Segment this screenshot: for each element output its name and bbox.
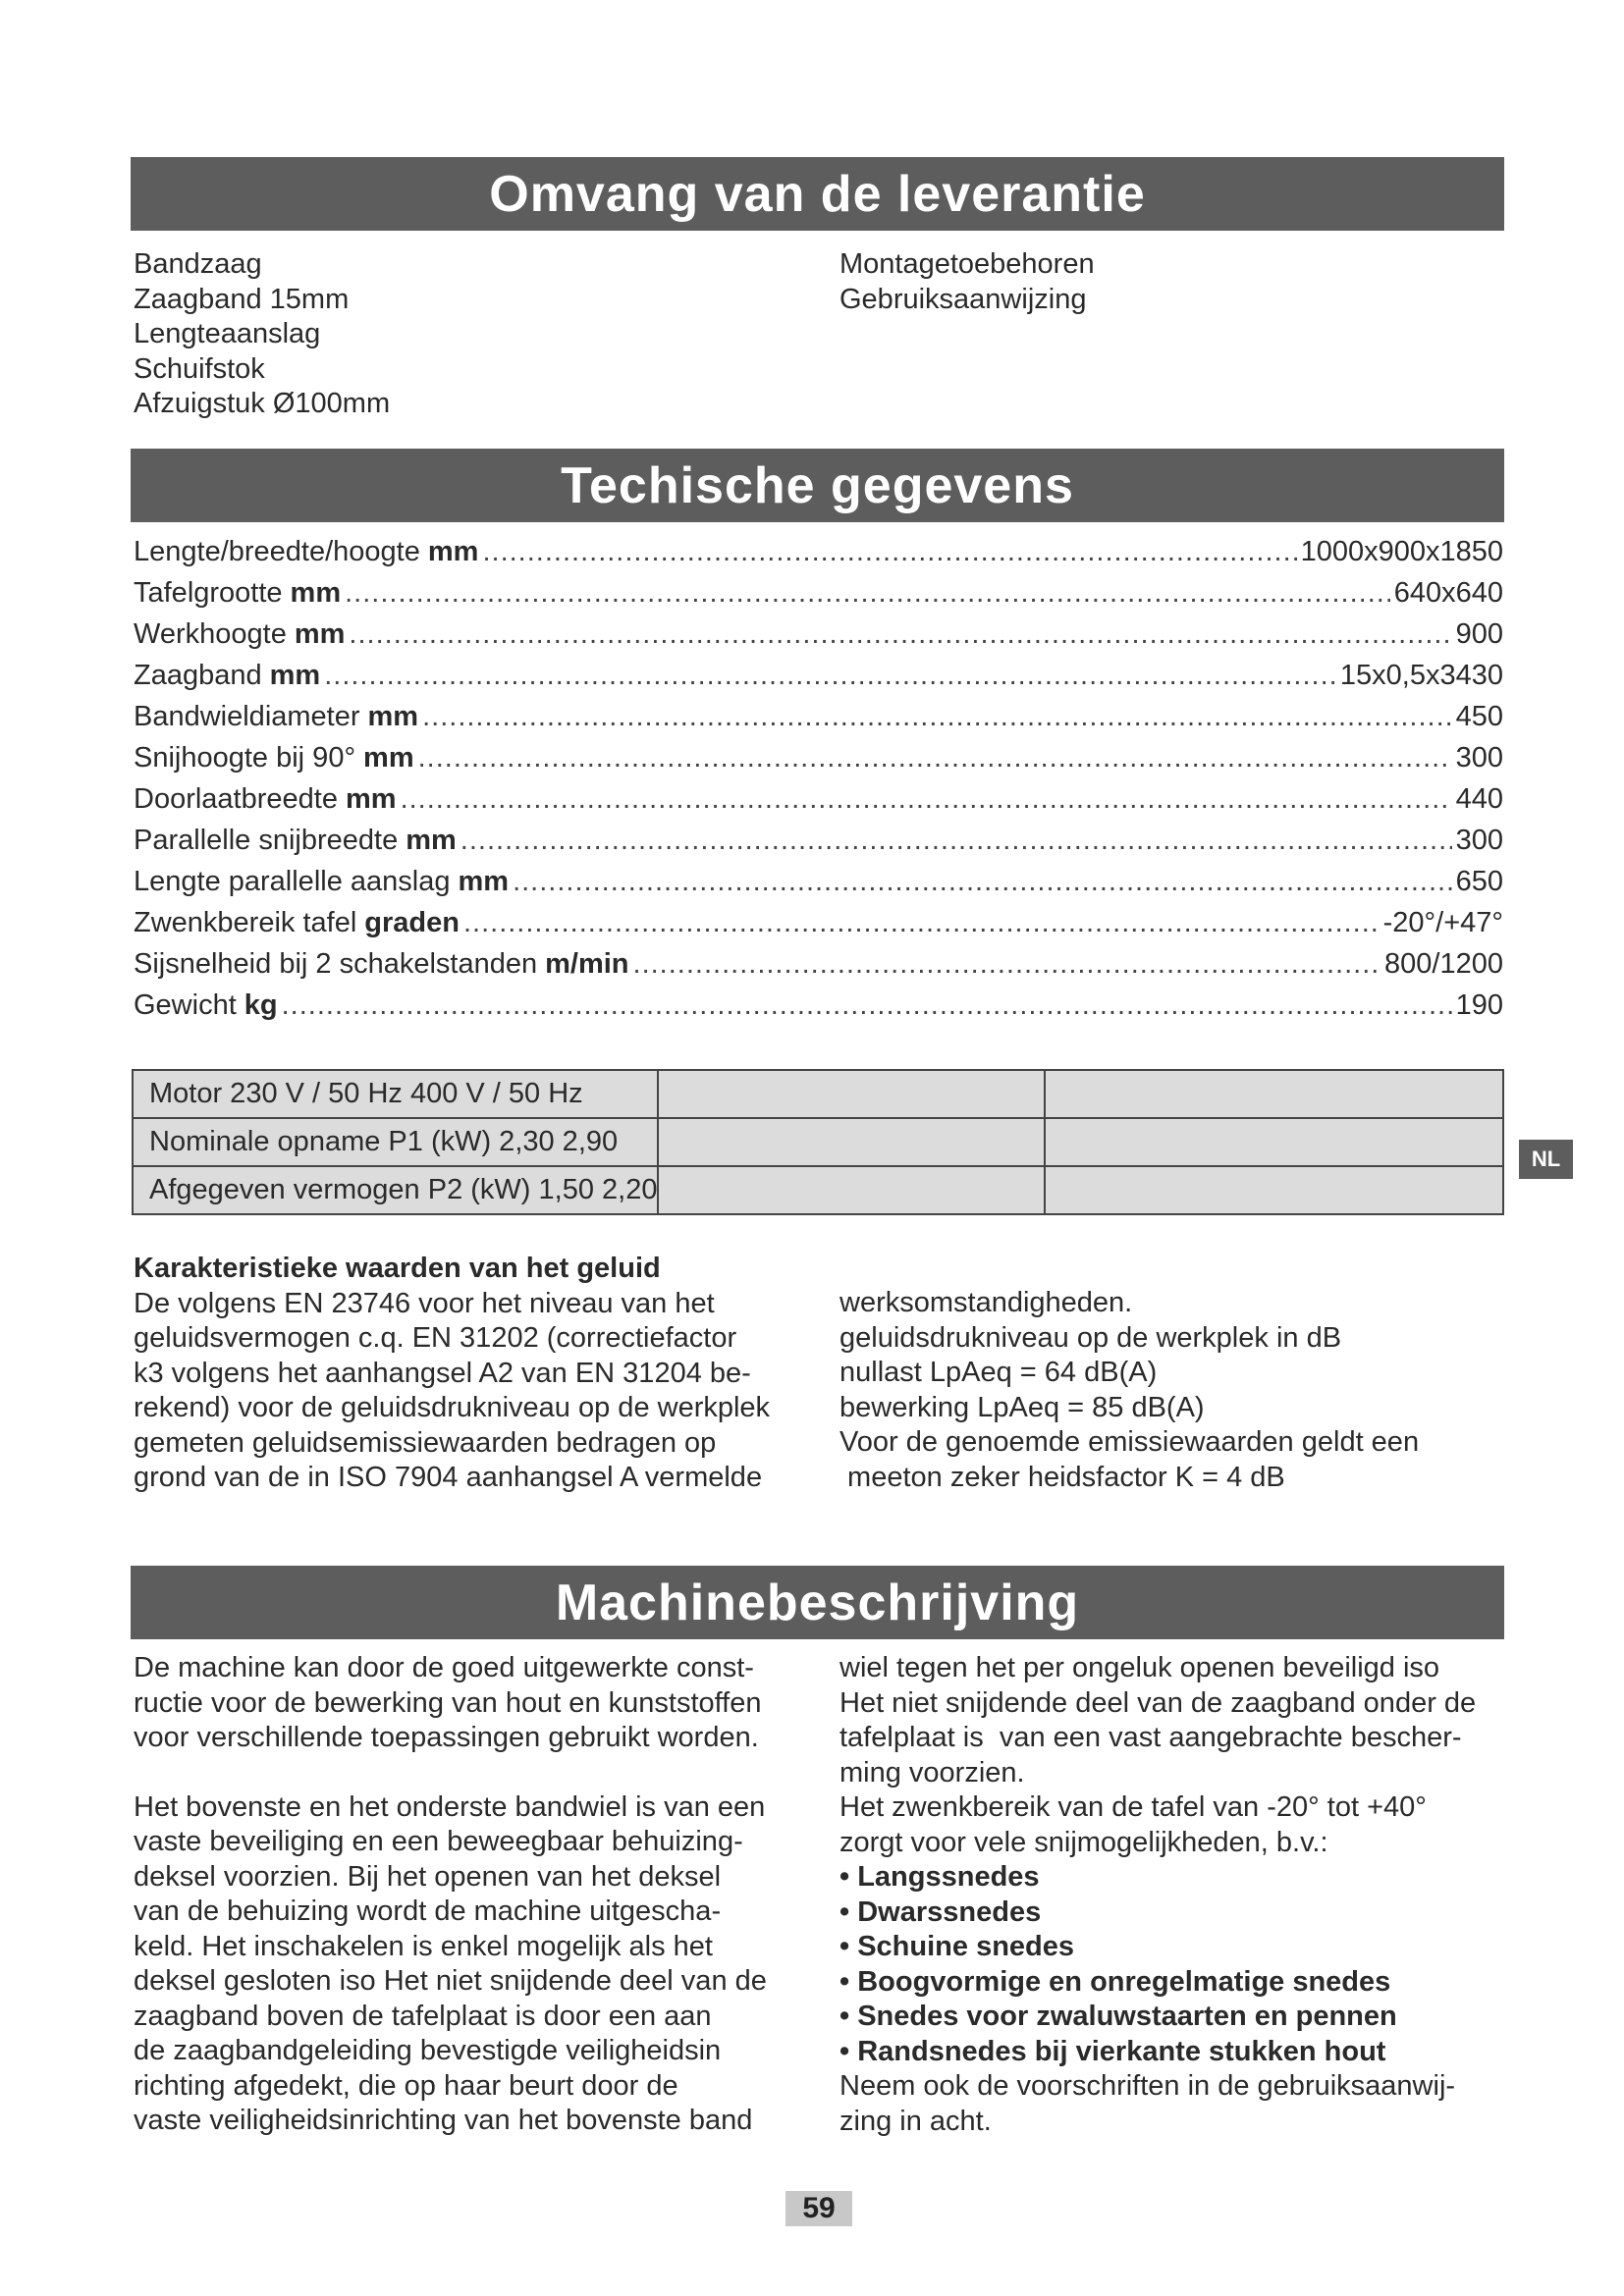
table-cell — [1045, 1166, 1503, 1214]
spec-row: Doorlaatbreedte mm ..... 440 — [134, 783, 1503, 825]
text-line: vaste beveiliging en een beweegbaar behuizing- — [134, 1826, 743, 1857]
text-line: ming voorzien. — [839, 1756, 1025, 1789]
spec-row: Parallelle snijbreedte mm ..... 300 — [134, 825, 1503, 866]
list-item: • Langssnedes — [839, 1861, 1040, 1893]
list-item: Gebruiksaanwijzing — [839, 283, 1087, 315]
text-line: geluidsdrukniveau op de werkplek in dB — [839, 1321, 1342, 1354]
machine-left-column — [134, 1651, 767, 2139]
text-line: Voor de genoemde emissiewaarden geldt een — [839, 1426, 1420, 1458]
text-line: voor verschillende toepassingen gebruikt worden. — [134, 1722, 759, 1753]
table-cell — [658, 1070, 1044, 1118]
section-title-scope: Omvang van de leverantie — [131, 157, 1504, 231]
text-line: deksel voorzien. Bij het openen van het deksel — [134, 1860, 722, 1893]
list-item: Bandzaag — [134, 248, 262, 280]
noise-heading: Karakteristieke waarden van het geluid — [134, 1253, 661, 1284]
list-item: Afzuigstuk Ø100mm — [134, 388, 391, 419]
text-line: wiel tegen het per ongeluk openen beveiligd iso — [839, 1652, 1440, 1683]
text-line: De volgens EN 23746 voor het niveau van het — [134, 1287, 715, 1319]
spec-row: Werkhoogte mm ..... 900 — [134, 618, 1503, 660]
text-line: geluidsvermogen c.q. EN 31202 (correctiefactor — [134, 1322, 737, 1354]
table-cell — [1045, 1118, 1503, 1166]
list-item: • Dwarssnedes — [839, 1896, 1042, 1928]
text-line: zorgt voor vele snijmogelijkheden, b.v.: — [839, 1826, 1328, 1858]
text-line: tafelplaat is van een vast aangebrachte bescher- — [839, 1722, 1462, 1753]
text-line: zaagband boven de tafelplaat is door een aan — [134, 2000, 712, 2032]
spec-row: Zwenkbereik tafel graden ..... -20°/+47° — [134, 907, 1503, 948]
spec-row: Tafelgrootte mm ..... 640x640 — [134, 577, 1503, 618]
spec-row: Snijhoogte bij 90° mm ..... 300 — [134, 742, 1503, 783]
text-line: zing in acht. — [839, 2105, 992, 2137]
table-row — [133, 1070, 1503, 1118]
list-item: • Snedes voor zwaluwstaarten en pennen — [839, 2001, 1397, 2032]
list-item: Zaagband 15mm — [134, 283, 350, 315]
table-cell — [658, 1118, 1044, 1166]
text-line: Het bovenste en het onderste bandwiel is van een — [134, 1790, 766, 1823]
list-item: Schuifstok — [134, 352, 265, 385]
spec-row: Gewicht kg ..... 190 — [134, 989, 1503, 1031]
text-line: richting afgedekt, die op haar beurt door de — [134, 2069, 678, 2102]
text-line: de zaagbandgeleiding bevestigde veiligheidsin — [134, 2035, 722, 2066]
table-cell: Nominale opname P1 (kW) 2,30 2,90 — [133, 1118, 658, 1166]
spec-row: Bandwieldiameter mm ..... 450 — [134, 701, 1503, 742]
list-item: • Boogvormige en onregelmatige snedes — [839, 1965, 1391, 1998]
table-row — [133, 1166, 1503, 1214]
list-item: Lengteaanslag — [134, 318, 321, 349]
table-row — [133, 1118, 1503, 1166]
list-item: • Schuine snedes — [839, 1931, 1075, 1962]
text-line: deksel gesloten iso Het niet snijdende deel van de — [134, 1965, 767, 1997]
text-line: vaste veiligheidsinrichting van het bovenste band — [134, 2105, 753, 2136]
text-line: nullast LpAeq = 64 dB(A) — [839, 1357, 1158, 1388]
table-cell — [1045, 1070, 1503, 1118]
text-line: bewerking LpAeq = 85 dB(A) — [839, 1391, 1205, 1423]
text-line: Het zwenkbereik van de tafel van -20° tot +40° — [839, 1791, 1427, 1823]
text-line: Het niet snijdende deel van de zaagband onder de — [839, 1686, 1477, 1719]
text-line: grond van de in ISO 7904 aanhangsel A vermelde — [134, 1462, 763, 1493]
text-line: k3 volgens het aanhangsel A2 van EN 31204 be- — [134, 1357, 751, 1389]
spec-row: Lengte parallelle aanslag mm ..... 650 — [134, 866, 1503, 907]
text-line: De machine kan door de goed uitgewerkte const- — [134, 1652, 754, 1683]
list-item: Montagetoebehoren — [839, 248, 1095, 280]
text-line: gemeten geluidsemissiewaarden bedragen op — [134, 1426, 717, 1459]
list-item: • Randsnedes bij vierkante stukken hout — [839, 2035, 1386, 2067]
text-line: werksomstandigheden. — [839, 1287, 1133, 1318]
scope-list-left — [134, 247, 390, 422]
section-title-specs: Techische gegevens — [131, 449, 1504, 522]
text-line: van de behuizing wordt de machine uitgescha- — [134, 1896, 722, 1927]
section-title-machine: Machinebeschrijving — [131, 1566, 1504, 1639]
spec-row: Sijsnelheid bij 2 schakelstanden m/min ..... 800/1200 — [134, 948, 1503, 989]
machine-right-column — [839, 1651, 1476, 2139]
scope-list-right — [839, 247, 1095, 317]
text-line: keld. Het inschakelen is enkel mogelijk als het — [134, 1930, 713, 1962]
spec-row: Lengte/breedte/hoogte mm ..... 1000x900x1850 — [134, 536, 1503, 577]
text-line: meeton zeker heidsfactor K = 4 dB — [839, 1461, 1285, 1493]
table-cell: Motor 230 V / 50 Hz 400 V / 50 Hz — [133, 1070, 658, 1118]
noise-right-column — [839, 1286, 1419, 1495]
spec-row: Zaagband mm ..... 15x0,5x3430 — [134, 660, 1503, 701]
table-cell — [658, 1166, 1044, 1214]
text-line: rekend) voor de geluidsdrukniveau op de werkplek — [134, 1392, 771, 1423]
text-line: Neem ook de voorschriften in de gebruiksaanwij- — [839, 2070, 1456, 2102]
table-cell: Afgegeven vermogen P2 (kW) 1,50 2,20 — [133, 1166, 658, 1214]
text-line: ructie voor de bewerking van hout en kunststoffen — [134, 1686, 762, 1719]
language-badge: NL — [1519, 1140, 1573, 1179]
noise-left-column — [134, 1252, 770, 1496]
motor-table — [132, 1069, 1504, 1215]
page-number: 59 — [785, 2191, 852, 2226]
